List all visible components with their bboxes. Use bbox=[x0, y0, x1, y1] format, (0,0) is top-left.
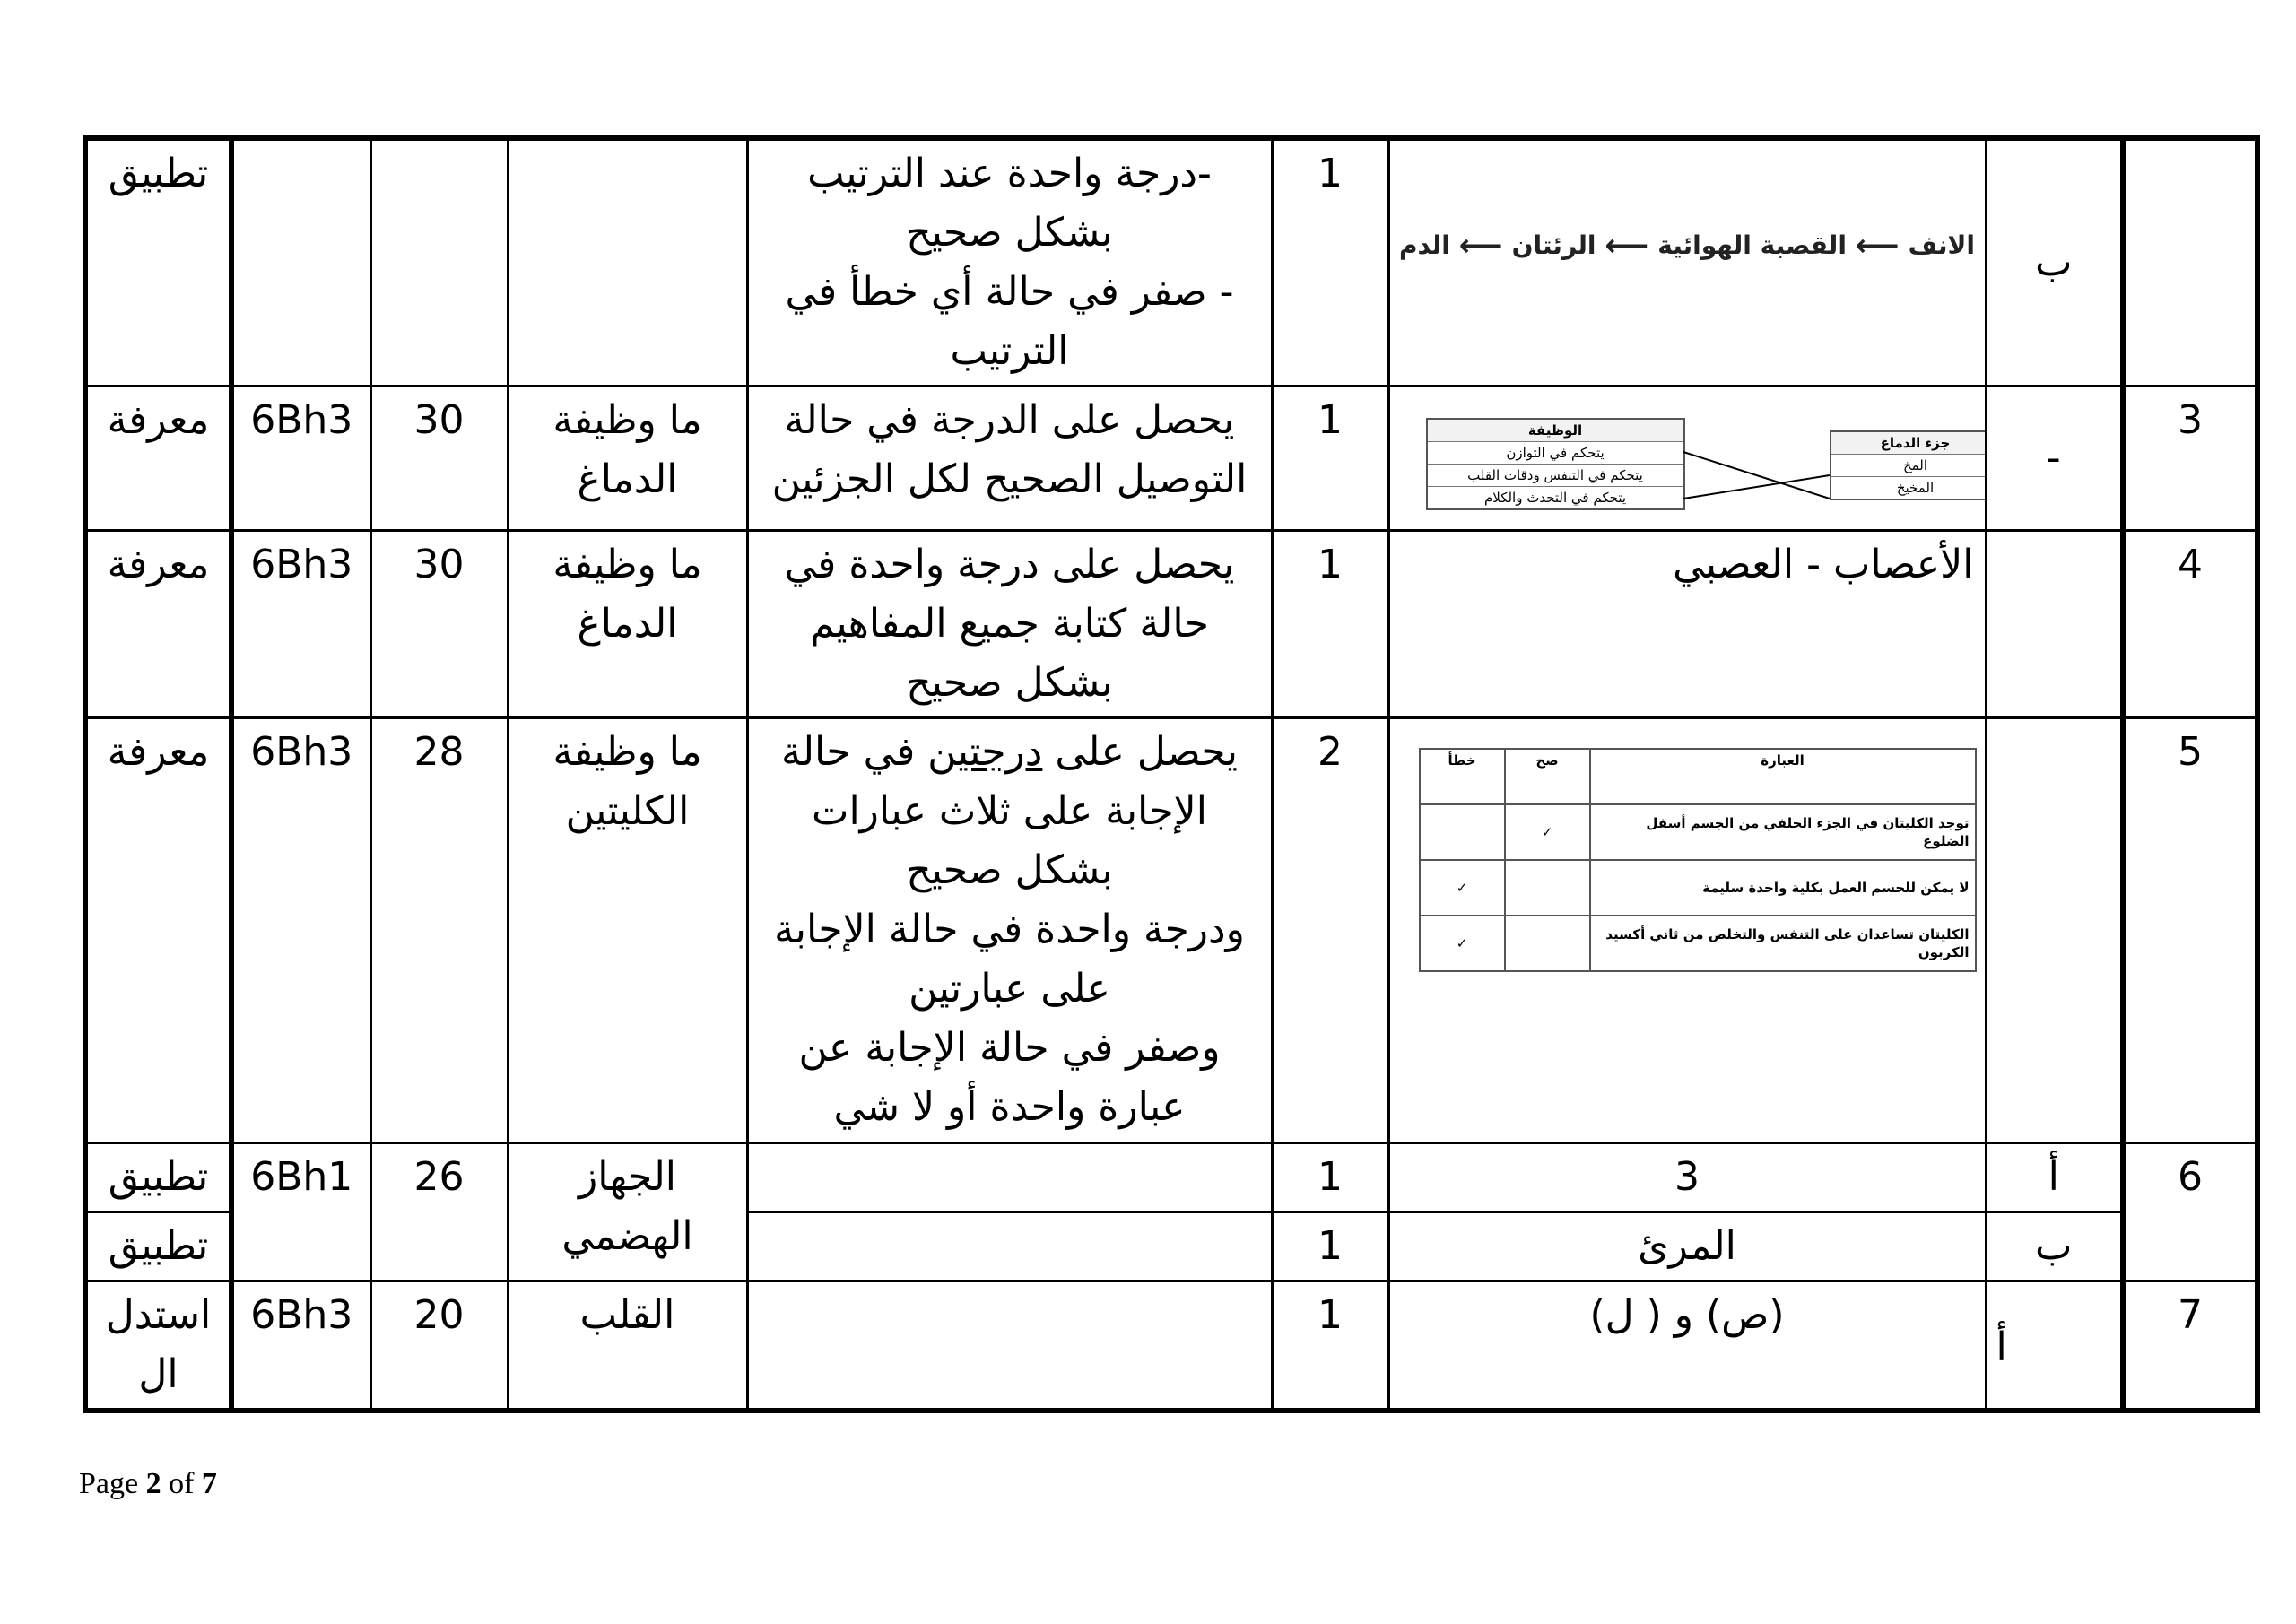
sub-question-cell: أ bbox=[1986, 1281, 2123, 1411]
tf-wrong-mark bbox=[1420, 804, 1505, 860]
mark-cell: 1 bbox=[1272, 1212, 1388, 1281]
level-cell: تطبيق bbox=[85, 138, 231, 386]
arrow-left-icon: ⟵ bbox=[1605, 228, 1649, 264]
question-number-cell: 6 bbox=[2123, 1143, 2257, 1281]
code-cell bbox=[231, 138, 370, 386]
chain-item: الرئتان bbox=[1511, 230, 1596, 260]
tf-statement: الكليتان تساعدان على التنفس والتخلص من ثاني أكسيد الكربون bbox=[1590, 916, 1976, 971]
sub-question-cell: - bbox=[1986, 386, 2123, 531]
chain-item: الانف bbox=[1908, 230, 1975, 260]
code-cell: 6Bh3 bbox=[231, 1281, 370, 1411]
sub-question-cell: ب bbox=[1986, 138, 2123, 386]
question-number-cell: 5 bbox=[2123, 718, 2257, 1143]
level-cell: معرفة bbox=[85, 718, 231, 1143]
chain-item: القصبة الهوائية bbox=[1657, 230, 1847, 260]
criteria-line: عبارة واحدة أو لا شي bbox=[833, 1084, 1186, 1130]
arrow-left-icon: ⟵ bbox=[1458, 228, 1503, 264]
level-cell: معرفة bbox=[85, 531, 231, 718]
criteria-line: حالة كتابة جميع المفاهيم bbox=[810, 601, 1209, 647]
page-footer bbox=[79, 1467, 217, 1501]
sub-question-cell: ب bbox=[1986, 1212, 2123, 1281]
criteria-line: يحصل على الدرجة في حالة bbox=[784, 397, 1235, 443]
footer-middle: of bbox=[161, 1467, 202, 1500]
criteria-line: بشكل صحيح bbox=[906, 210, 1113, 256]
mark-cell: 1 bbox=[1272, 1281, 1388, 1411]
question-number-cell bbox=[2123, 138, 2257, 386]
page-cell: 26 bbox=[370, 1143, 508, 1281]
tf-wrong-mark: ✓ bbox=[1420, 916, 1505, 971]
criteria-line: الإجابة على ثلاث عبارات bbox=[812, 788, 1207, 834]
sub-question-cell: أ bbox=[1986, 1143, 2123, 1212]
answer-cell bbox=[1388, 386, 1986, 531]
answer-cell: المرئ bbox=[1388, 1212, 1986, 1281]
tf-header-wrong: خطأ bbox=[1420, 749, 1505, 804]
criteria-line: الترتيب bbox=[950, 328, 1069, 374]
criteria-line: -درجة واحدة عند الترتيب bbox=[807, 151, 1212, 196]
criteria-cell bbox=[747, 386, 1272, 531]
function-item: يتحكم في التحدث والكلام bbox=[1483, 490, 1627, 506]
kidney-truefalse-table bbox=[1419, 748, 1977, 972]
criteria-cell bbox=[747, 138, 1272, 386]
mark-cell: 2 bbox=[1272, 718, 1388, 1143]
level-cell bbox=[85, 1281, 231, 1411]
tf-wrong-mark: ✓ bbox=[1420, 860, 1505, 916]
criteria-cell bbox=[747, 1212, 1272, 1281]
sub-question-cell bbox=[1986, 531, 2123, 718]
tf-right-mark bbox=[1505, 916, 1590, 971]
criteria-cell bbox=[747, 718, 1272, 1143]
answer-cell: (ص) و ( ل) bbox=[1388, 1281, 1986, 1411]
topic-cell: القلب bbox=[508, 1281, 747, 1411]
code-cell: 6Bh3 bbox=[231, 718, 370, 1143]
level-line: استدل bbox=[105, 1292, 212, 1338]
table-row bbox=[85, 718, 2257, 1143]
respiratory-chain-figure bbox=[1399, 216, 1976, 275]
criteria-underlined: درجتين bbox=[927, 729, 1043, 775]
level-line: ال bbox=[138, 1351, 178, 1397]
code-cell: 6Bh3 bbox=[231, 531, 370, 718]
part-item: المخيخ bbox=[1896, 480, 1935, 496]
footer-prefix: Page bbox=[79, 1467, 146, 1500]
table-row bbox=[85, 386, 2257, 531]
table-row bbox=[85, 1143, 2257, 1212]
mark-cell: 1 bbox=[1272, 531, 1388, 718]
mark-cell: 1 bbox=[1272, 386, 1388, 531]
criteria-line: يحصل على درجة واحدة في bbox=[784, 542, 1235, 587]
answer-cell bbox=[1388, 718, 1986, 1143]
topic-cell: الجهاز الهضمي bbox=[508, 1143, 747, 1281]
criteria-line bbox=[758, 723, 1262, 782]
criteria-text: يحصل على bbox=[1042, 729, 1238, 775]
function-item: يتحكم في التنفس ودقات القلب bbox=[1428, 465, 1683, 487]
criteria-line: على عبارتين bbox=[909, 966, 1110, 1012]
criteria-line: بشكل صحيح bbox=[906, 660, 1113, 706]
level-cell: تطبيق bbox=[85, 1143, 231, 1212]
part-item: المخ bbox=[1831, 455, 1987, 477]
parts-header: جزء الدماغ bbox=[1831, 432, 1987, 455]
sub-question-cell bbox=[1986, 718, 2123, 1143]
brain-matching-figure bbox=[1399, 409, 1976, 525]
criteria-text: في حالة bbox=[781, 729, 928, 775]
topic-cell: ما وظيفة الدماغ bbox=[508, 531, 747, 718]
chain-item: الدم bbox=[1399, 230, 1450, 260]
page-cell: 30 bbox=[370, 386, 508, 531]
answer-cell: الأعصاب - العصبي bbox=[1388, 531, 1986, 718]
criteria-line: - صفر في حالة أي خطأ في bbox=[785, 269, 1234, 315]
footer-total-pages: 7 bbox=[201, 1467, 217, 1500]
topic-cell bbox=[508, 138, 747, 386]
page-cell: 30 bbox=[370, 531, 508, 718]
question-number-cell: 4 bbox=[2123, 531, 2257, 718]
answer-cell bbox=[1388, 138, 1986, 386]
criteria-line: وصفر في حالة الإجابة عن bbox=[798, 1025, 1221, 1071]
tf-right-mark bbox=[1505, 860, 1590, 916]
level-cell: تطبيق bbox=[85, 1212, 231, 1281]
mark-cell: 1 bbox=[1272, 1143, 1388, 1212]
page-cell: 28 bbox=[370, 718, 508, 1143]
tf-header-right: صح bbox=[1505, 749, 1590, 804]
code-cell: 6Bh1 bbox=[231, 1143, 370, 1281]
criteria-cell bbox=[747, 1281, 1272, 1411]
arrow-left-icon: ⟵ bbox=[1855, 228, 1900, 264]
criteria-line: ودرجة واحدة في حالة الإجابة bbox=[774, 907, 1245, 952]
footer-current-page: 2 bbox=[145, 1467, 161, 1500]
criteria-line: التوصيل الصحيح لكل الجزئين bbox=[771, 456, 1248, 502]
page-cell: 20 bbox=[370, 1281, 508, 1411]
topic-cell: ما وظيفة الدماغ bbox=[508, 386, 747, 531]
tf-row bbox=[1420, 804, 1976, 860]
function-item: يتحكم في التوازن bbox=[1428, 442, 1683, 465]
question-number-cell: 3 bbox=[2123, 386, 2257, 531]
tf-statement: توجد الكليتان في الجزء الخلفي من الجسم أسفل الضلوع bbox=[1590, 804, 1976, 860]
criteria-cell bbox=[747, 1143, 1272, 1212]
mark-cell: 1 bbox=[1272, 138, 1388, 386]
tf-statement: لا يمكن للجسم العمل بكلية واحدة سليمة bbox=[1590, 860, 1976, 916]
level-cell: معرفة bbox=[85, 386, 231, 531]
functions-header: الوظيفة bbox=[1428, 420, 1683, 442]
code-cell: 6Bh3 bbox=[231, 386, 370, 531]
tf-header-statement: العبارة bbox=[1590, 749, 1976, 804]
answer-cell: 3 bbox=[1388, 1143, 1986, 1212]
question-number-cell: 7 bbox=[2123, 1281, 2257, 1411]
tf-right-mark: ✓ bbox=[1505, 804, 1590, 860]
topic-cell: ما وظيفة الكليتين bbox=[508, 718, 747, 1143]
table-row bbox=[85, 531, 2257, 718]
criteria-line: بشكل صحيح bbox=[906, 847, 1113, 893]
criteria-cell bbox=[747, 531, 1272, 718]
marking-scheme-table bbox=[83, 135, 2260, 1413]
table-row bbox=[85, 1281, 2257, 1411]
tf-row bbox=[1420, 860, 1976, 916]
tf-header-row bbox=[1420, 749, 1976, 804]
table-row bbox=[85, 138, 2257, 386]
matching-lines bbox=[1399, 409, 1987, 525]
tf-row bbox=[1420, 916, 1976, 971]
page-cell bbox=[370, 138, 508, 386]
